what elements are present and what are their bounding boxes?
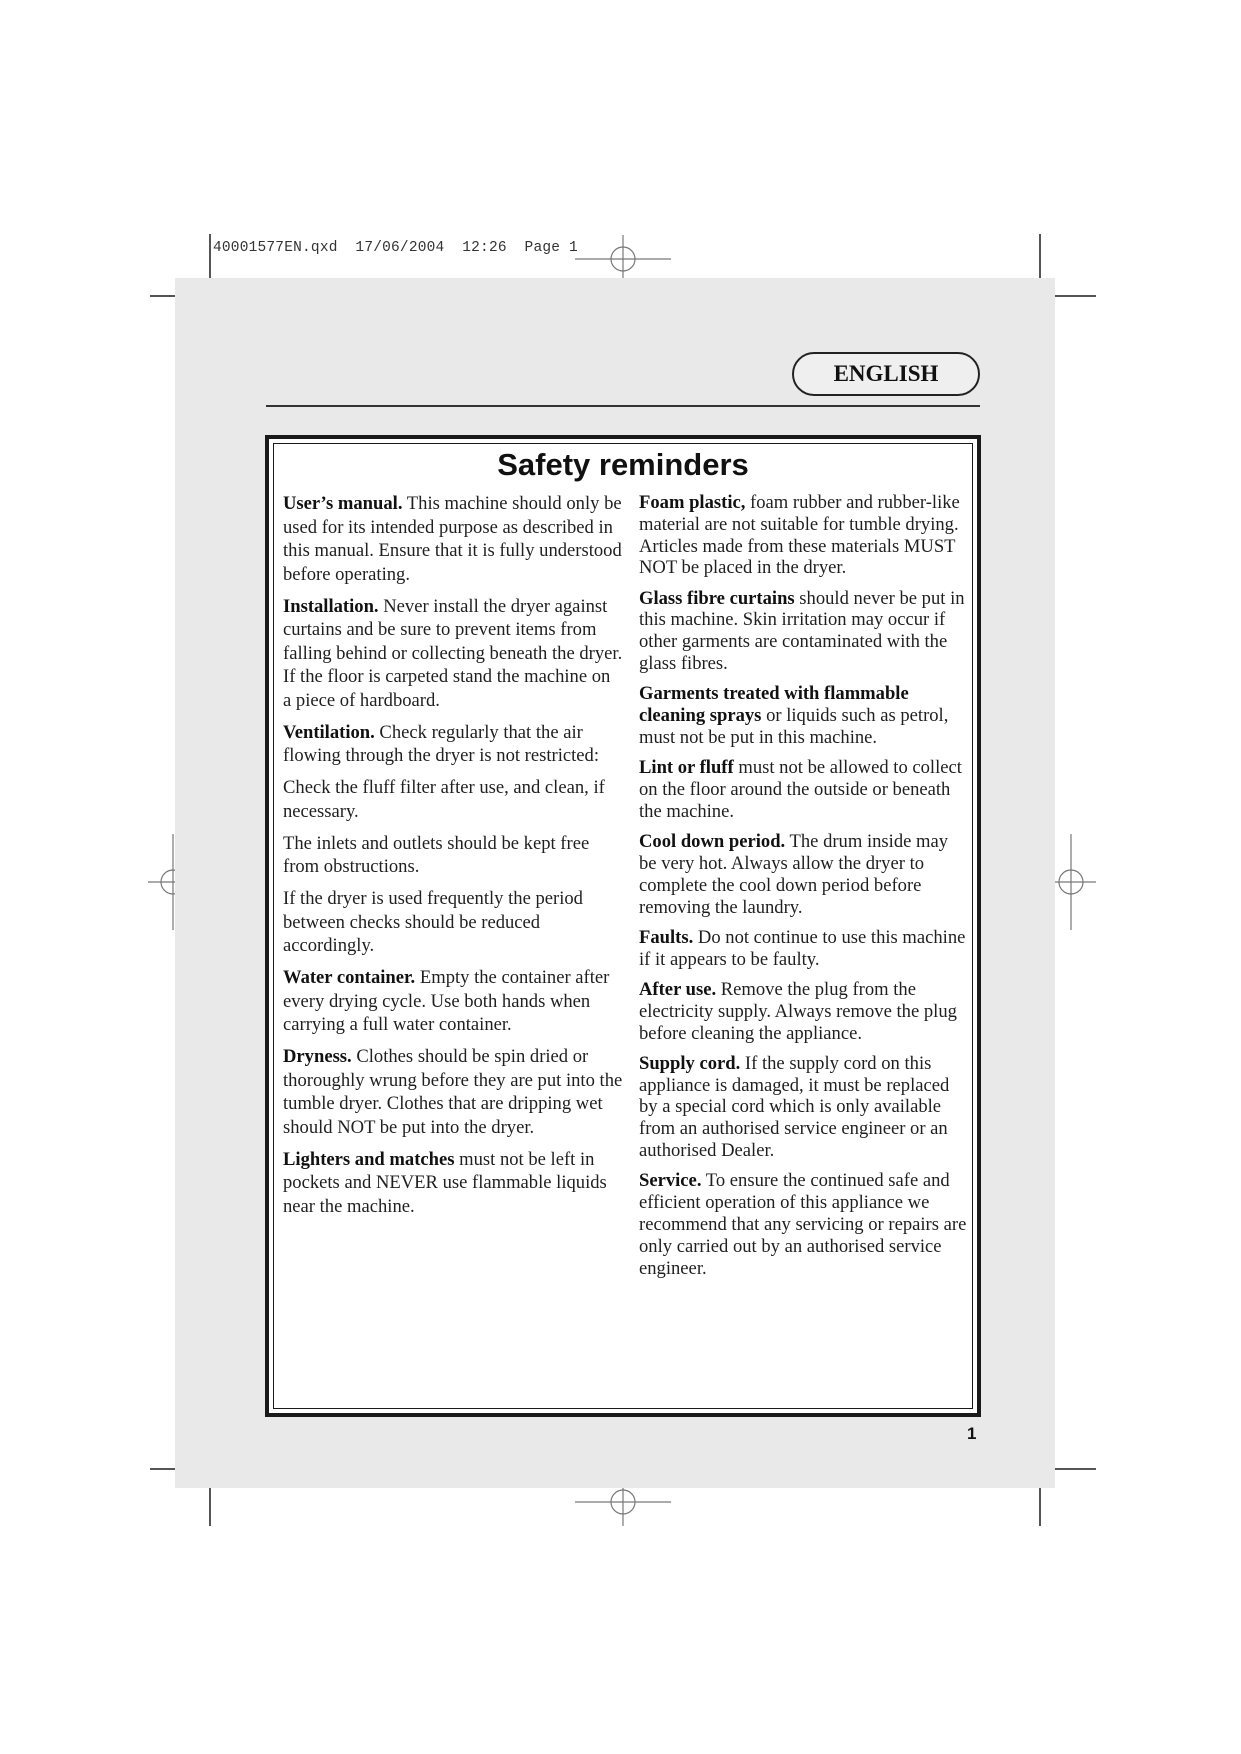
paragraph-lead: Supply cord.: [639, 1052, 741, 1074]
safety-box: [265, 435, 981, 1417]
paragraph-text: Empty the container after every drying cycle. Use both hands when carrying a full water container.: [283, 967, 610, 1035]
paragraph-text: Remove the plug from the electricity supply. Always remove the plug before cleaning the appliance.: [639, 978, 957, 1044]
right-column: [639, 492, 969, 1288]
paragraph-text: To ensure the continued safe and efficient operation of this appliance we recommend that any servicing or repairs are only carried out by an authorised service engineer.: [639, 1170, 967, 1279]
paragraph-text: Check regularly that the air flowing through the dryer is not restricted:: [283, 721, 600, 766]
paragraph: [639, 492, 969, 579]
paragraph-text: This machine should only be used for its intended purpose as described in this manual. Ensure that it is fully understood before operating.: [283, 493, 622, 585]
page-number: 1: [967, 1424, 977, 1443]
paragraph-text: Never install the dryer against curtains and be sure to prevent items from falling behind or collecting beneath the dryer. If the floor is carpeted stand the machine on a piece of hardboard.: [283, 595, 623, 711]
printer-slug: 40001577EN.qxd 17/06/2004 12:26 Page 1: [213, 240, 578, 256]
crop-mark: [1050, 295, 1096, 297]
paragraph-text: foam rubber and rubber-like material are not suitable for tumble drying. Articles made from these materials MUST NOT be placed in the dryer.: [639, 492, 960, 579]
paragraph-text: The drum inside may be very hot. Always allow the dryer to complete the cool down period before removing the laundry.: [639, 831, 949, 918]
paragraph-lead: User’s manual.: [283, 493, 403, 514]
header-rule: [266, 405, 980, 407]
crop-mark: [1050, 1468, 1096, 1470]
paragraph-text: Do not continue to use this machine if it appears to be faulty.: [639, 926, 966, 970]
paragraph-lead: Installation.: [283, 595, 379, 617]
paragraph-text: must not be left in pockets and NEVER use flammable liquids near the machine.: [283, 1148, 607, 1217]
paragraph-lead: Foam plastic,: [639, 492, 746, 513]
paragraph-lead: Cool down period.: [639, 831, 786, 853]
paragraph: [639, 1053, 969, 1162]
paragraph-lead: Lighters and matches: [283, 1148, 455, 1170]
paragraph-text: must not be allowed to collect on the floor around the outside or beneath the machine.: [639, 757, 962, 822]
paragraph-lead: After use.: [639, 978, 717, 1000]
paragraph-lead: Dryness.: [283, 1046, 352, 1067]
paragraph: [283, 1148, 623, 1219]
page-title: Safety reminders: [497, 447, 749, 482]
paragraph: [283, 721, 623, 768]
paragraph-text: The inlets and outlets should be kept free from obstructions.: [283, 832, 590, 877]
paragraph-text: or liquids such as petrol, must not be put in this machine.: [639, 705, 949, 748]
paragraph: [283, 776, 623, 823]
paragraph-lead: Lint or fluff: [639, 757, 734, 779]
paragraph: [639, 979, 969, 1044]
paragraph: [639, 831, 969, 918]
paragraph-lead: Glass fibre curtains: [639, 587, 795, 609]
crop-mark: [209, 234, 211, 280]
paragraph-lead: Water container.: [283, 967, 416, 988]
language-label: ENGLISH: [833, 361, 939, 386]
paragraph: [283, 966, 623, 1037]
paragraph-text: Check the fluff filter after use, and clean, if necessary.: [283, 777, 605, 822]
paragraph-lead: Service.: [639, 1170, 702, 1192]
paragraph-text: Clothes should be spin dried or thoroughly wrung before they are put into the tumble dryer. Clothes that are dripping wet should NOT be put into the dryer.: [283, 1046, 623, 1138]
crop-mark: [1039, 234, 1041, 280]
paragraph: [283, 1045, 623, 1139]
paragraph-lead: Garments treated with flammable cleaning sprays: [639, 683, 909, 727]
paragraph: [283, 887, 623, 958]
paragraph: [639, 588, 969, 675]
paragraph-lead: Ventilation.: [283, 721, 375, 743]
paragraph: [283, 492, 623, 586]
paragraph-text: If the dryer is used frequently the period between checks should be reduced accordingly.: [283, 888, 583, 956]
registration-mark-icon: [575, 233, 675, 283]
language-tab: [792, 352, 980, 396]
paragraph-lead: Faults.: [639, 926, 694, 948]
paragraph-text: should never be put in this machine. Skin irritation may occur if other garments are contaminated with the glass fibres.: [639, 587, 965, 675]
paragraph-text: If the supply cord on this appliance is damaged, it must be replaced by a special cord which is only available from an authorised service engineer or an authorised Dealer.: [639, 1052, 950, 1162]
paragraph: [639, 683, 969, 748]
paragraph: [639, 1170, 969, 1279]
paragraph: [639, 757, 969, 822]
left-column: [283, 492, 623, 1227]
paragraph: [639, 927, 969, 971]
paragraph: [283, 595, 623, 713]
paragraph: [283, 832, 623, 879]
